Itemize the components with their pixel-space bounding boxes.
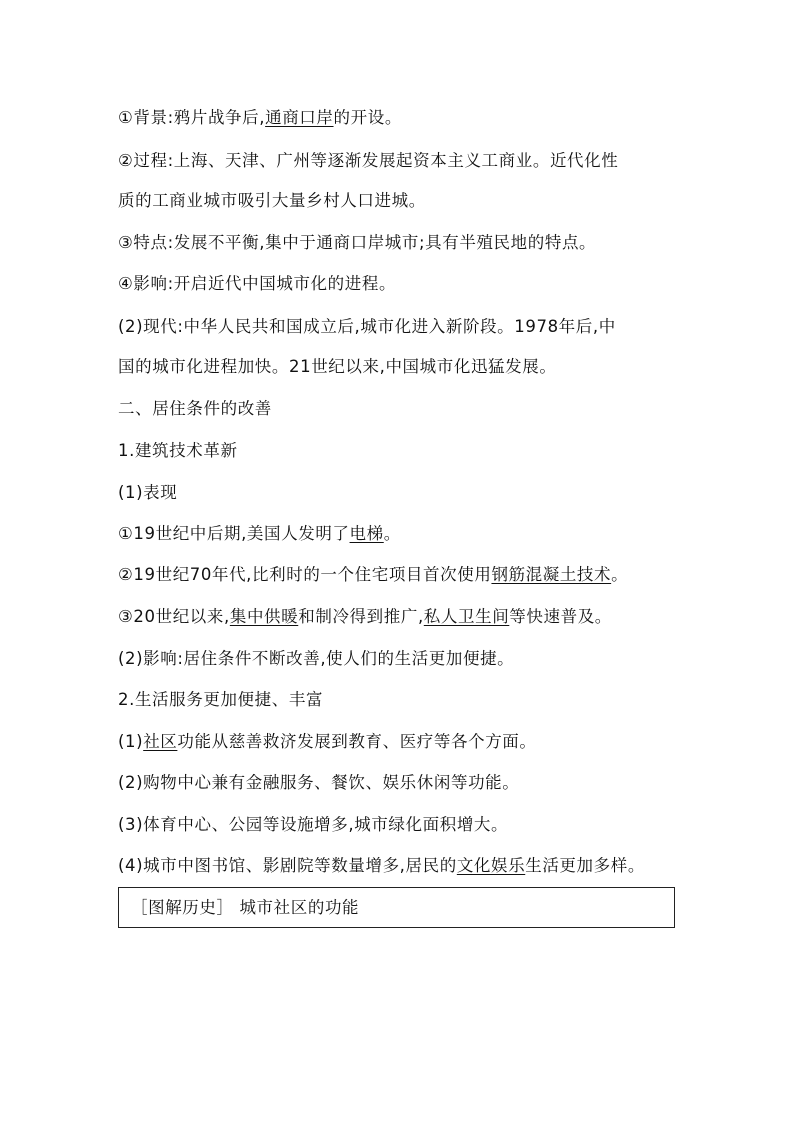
line-community: (1)社区功能从慈善救济发展到教育、医疗等各个方面。: [118, 732, 537, 751]
section-heading: 二、居住条件的改善: [118, 399, 272, 418]
underlined-term: 集中供暖: [229, 607, 299, 626]
illustrated-history-title: ［图解历史］ 城市社区的功能: [131, 898, 360, 917]
line-tech-impact: (2)影响:居住条件不断改善,使人们的生活更加便捷。: [118, 649, 515, 668]
line-process-2: 质的工商业城市吸引大量乡村人口进城。: [118, 191, 426, 210]
underlined-term: 社区: [143, 732, 178, 751]
underlined-term: 文化娱乐: [456, 856, 526, 875]
underlined-term: 私人卫生间: [423, 607, 510, 626]
line-elevator: ①19世纪中后期,美国人发明了电梯。: [118, 524, 401, 543]
underlined-term: 电梯: [349, 524, 384, 543]
line-sports: (3)体育中心、公园等设施增多,城市绿化面积增大。: [118, 815, 509, 834]
line-library: (4)城市中图书馆、影剧院等数量增多,居民的文化娱乐生活更加多样。: [118, 856, 645, 875]
underlined-term: 钢筋混凝土技术: [491, 565, 612, 584]
line-process-1: ②过程:上海、天津、广州等逐渐发展起资本主义工商业。近代化性: [118, 151, 619, 170]
line-background: ①背景:鸦片战争后,通商口岸的开设。: [118, 108, 402, 127]
line-modern-2: 国的城市化进程加快。21世纪以来,中国城市化迅猛发展。: [118, 357, 557, 376]
line-shopping: (2)购物中心兼有金融服务、餐饮、娱乐休闲等功能。: [118, 773, 520, 792]
line-concrete: ②19世纪70年代,比利时的一个住宅项目首次使用钢筋混凝土技术。: [118, 565, 629, 584]
line-heating: ③20世纪以来,集中供暖和制冷得到推广,私人卫生间等快速普及。: [118, 607, 612, 626]
line-impact: ④影响:开启近代中国城市化的进程。: [118, 274, 397, 293]
subsection-heading: 1.建筑技术革新: [118, 441, 238, 460]
line-expression: (1)表现: [118, 483, 178, 502]
subsection-heading: 2.生活服务更加便捷、丰富: [118, 690, 324, 709]
illustrated-history-box: [118, 887, 675, 928]
line-modern-1: (2)现代:中华人民共和国成立后,城市化进入新阶段。1978年后,中: [118, 317, 616, 336]
underlined-term: 通商口岸: [265, 108, 334, 127]
line-feature: ③特点:发展不平衡,集中于通商口岸城市;具有半殖民地的特点。: [118, 233, 597, 252]
